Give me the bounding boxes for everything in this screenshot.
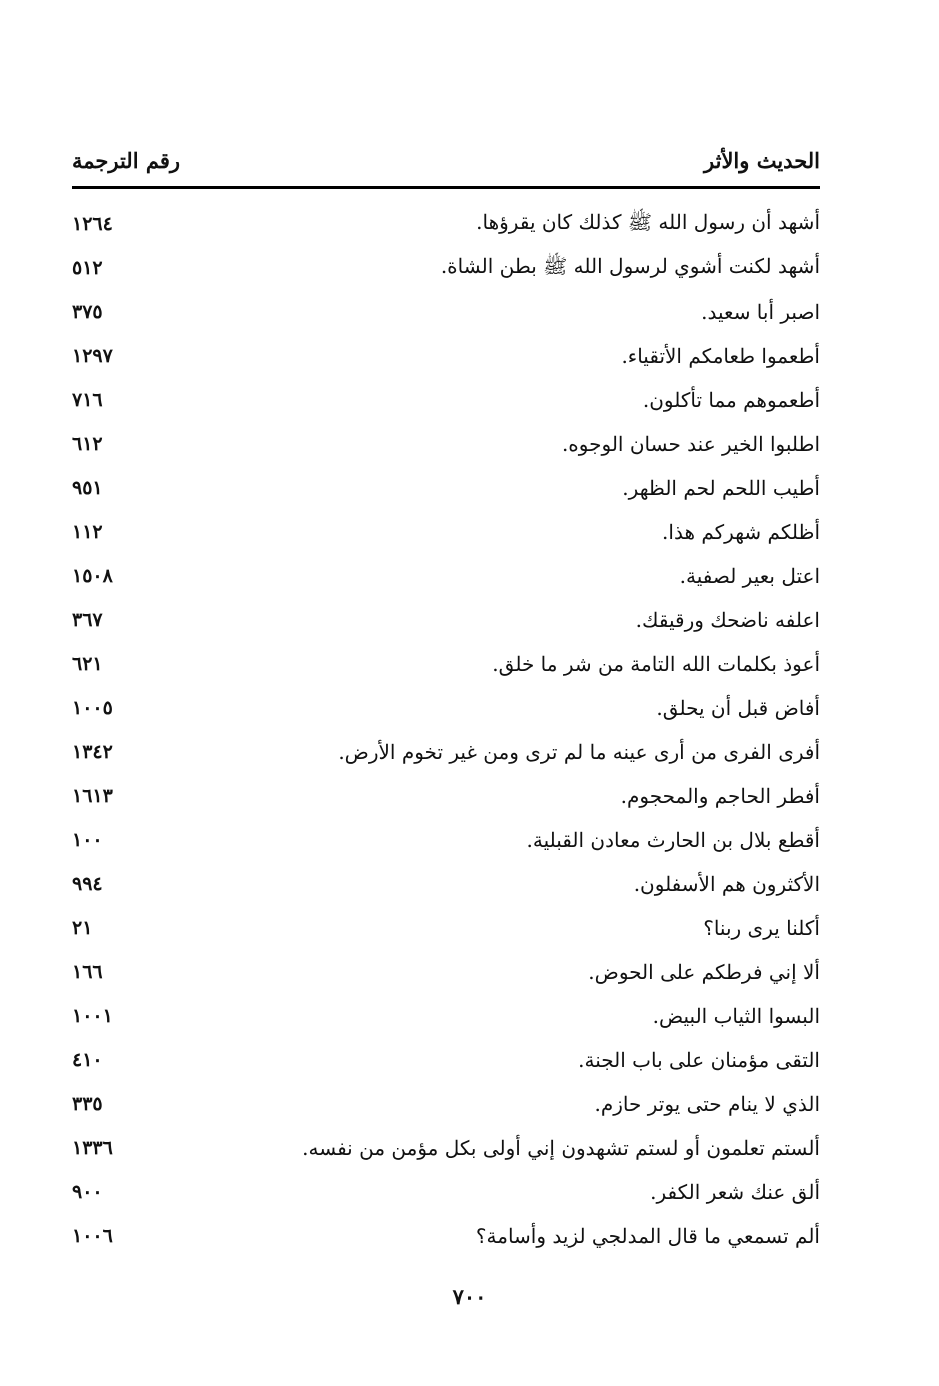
list-item (72, 1170, 820, 1214)
entry-number: ٦٢١ (72, 653, 103, 675)
entry-number: ٩٥١ (72, 477, 103, 499)
list-item (72, 290, 820, 334)
list-item (72, 730, 820, 774)
list-item (72, 202, 820, 246)
entry-number: ١٥٠٨ (72, 565, 113, 587)
entry-number: ١٢٦٤ (72, 213, 113, 235)
list-item (72, 994, 820, 1038)
entry-number: ١٠٠١ (72, 1005, 113, 1027)
list-item (72, 1082, 820, 1126)
entry-number: ١٣٤٢ (72, 741, 113, 763)
hadith-text: الذي لا ينام حتى يوتر حازم. (594, 1092, 820, 1116)
list-item (72, 686, 820, 730)
entry-number: ٩٩٤ (72, 873, 103, 895)
list-item (72, 510, 820, 554)
list-item (72, 466, 820, 510)
table-header (72, 140, 820, 180)
entry-number: ١٠٠ (72, 829, 103, 851)
list-item (72, 598, 820, 642)
entry-number: ٣٧٥ (72, 301, 103, 323)
list-item (72, 554, 820, 598)
list-item (72, 774, 820, 818)
hadith-text: ألا إني فرطكم على الحوض. (588, 960, 820, 984)
hadith-text: أطعموهم مما تأكلون. (642, 388, 820, 412)
header-rule (72, 186, 820, 189)
list-item (72, 1038, 820, 1082)
hadith-text: أطيب اللحم لحم الظهر. (622, 476, 820, 500)
hadith-text: أكلنا يرى ربنا؟ (703, 916, 820, 940)
hadith-text: أشهد أن رسول الله ﷺ كذلك كان يقرؤها. (476, 209, 820, 234)
entry-number: ٤١٠ (72, 1049, 103, 1071)
entry-number: ٥١٢ (72, 257, 103, 279)
hadith-text: أشهد لكنت أشوي لرسول الله ﷺ بطن الشاة. (440, 253, 820, 278)
hadith-text: ألق عنك شعر الكفر. (650, 1180, 820, 1204)
list-item (72, 422, 820, 466)
hadith-text: البسوا الثياب البيض. (652, 1004, 820, 1028)
list-item (72, 1126, 820, 1170)
entry-number: ٧١٦ (72, 389, 103, 411)
entry-number: ١٠٠٥ (72, 697, 113, 719)
hadith-text: أعوذ بكلمات الله التامة من شر ما خلق. (492, 652, 820, 676)
hadith-text: اطلبوا الخير عند حسان الوجوه. (561, 432, 820, 456)
entry-number: ١٦٦ (72, 961, 103, 983)
hadith-text: التقى مؤمنان على باب الجنة. (578, 1048, 820, 1072)
entry-number: ٩٠٠ (72, 1181, 103, 1203)
hadith-text: الأكثرون هم الأسفلون. (633, 872, 820, 896)
hadith-text: أظلكم شهركم هذا. (662, 520, 820, 544)
list-item (72, 818, 820, 862)
header-hadith-title: الحديث والأثر (704, 147, 820, 173)
hadith-text: أقطع بلال بن الحارث معادن القبلية. (526, 828, 820, 852)
entry-number: ١٣٣٦ (72, 1137, 113, 1159)
list-item (72, 642, 820, 686)
hadith-text: أطعموا طعامكم الأتقياء. (621, 344, 820, 368)
list-item (72, 246, 820, 290)
hadith-text: ألم تسمعي ما قال المدلجي لزيد وأسامة؟ (475, 1224, 820, 1248)
list-item (72, 334, 820, 378)
list-item (72, 950, 820, 994)
entry-number: ١٦١٣ (72, 785, 113, 807)
list-item (72, 862, 820, 906)
list-item (72, 378, 820, 422)
page-number: ٧٠٠ (452, 1284, 487, 1309)
list-item (72, 1214, 820, 1258)
list-item (72, 906, 820, 950)
header-entry-number-title: رقم الترجمة (72, 147, 181, 173)
hadith-index-list (72, 202, 820, 1258)
entry-number: ١٢٩٧ (72, 345, 113, 367)
hadith-text: اعلفه ناضحك ورقيقك. (635, 608, 820, 632)
entry-number: ٦١٢ (72, 433, 103, 455)
hadith-text: أفطر الحاجم والمحجوم. (620, 784, 820, 808)
hadith-text: أفرى الفرى من أرى عينه ما لم ترى ومن غير تخوم الأرض. (338, 740, 820, 764)
entry-number: ٣٣٥ (72, 1093, 103, 1115)
entry-number: ٣٦٧ (72, 609, 103, 631)
entry-number: ٢١ (72, 917, 93, 939)
entry-number: ١١٢ (72, 521, 103, 543)
hadith-text: أفاض قبل أن يحلق. (656, 696, 820, 720)
hadith-text: ألستم تعلمون أو لستم تشهدون إني أولى بكل مؤمن من نفسه. (302, 1136, 820, 1160)
hadith-text: اصبر أبا سعيد. (701, 300, 820, 324)
entry-number: ١٠٠٦ (72, 1225, 113, 1247)
hadith-text: اعتل بعير لصفية. (679, 564, 820, 588)
